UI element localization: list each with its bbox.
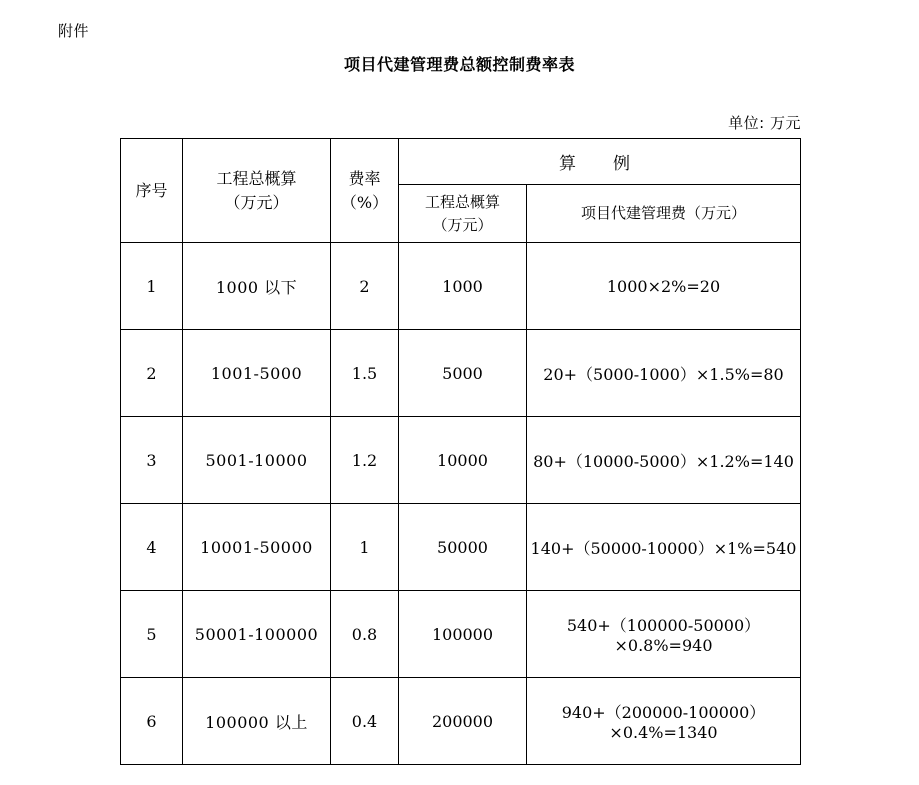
cell-no: 6	[121, 678, 183, 765]
table-row	[121, 504, 801, 591]
cell-example-budget: 50000	[399, 504, 527, 591]
cell-example-fee: 1000×2%=20	[527, 243, 801, 330]
cell-budget: 1000 以下	[183, 243, 331, 330]
header-example-budget-line2: （万元）	[432, 215, 493, 234]
header-rate-line1: 费率	[348, 168, 381, 188]
header-total-budget-line1: 工程总概算	[216, 168, 297, 188]
rate-table	[120, 138, 801, 765]
header-rate-line2: （%）	[340, 192, 389, 212]
cell-no: 5	[121, 591, 183, 678]
cell-example-budget: 10000	[399, 417, 527, 504]
table-row	[121, 417, 801, 504]
cell-no: 1	[121, 243, 183, 330]
table-row	[121, 591, 801, 678]
cell-budget: 5001-10000	[183, 417, 331, 504]
attachment-label: 附件	[58, 22, 90, 40]
cell-example-budget: 100000	[399, 591, 527, 678]
cell-example-fee: 20+（5000-1000）×1.5%=80	[527, 330, 801, 417]
cell-rate: 0.4	[331, 678, 399, 765]
table-header-row-1	[121, 139, 801, 185]
cell-example-budget: 1000	[399, 243, 527, 330]
table-row	[121, 330, 801, 417]
cell-example-fee: 940+（200000-100000）×0.4%=1340	[527, 678, 801, 765]
cell-example-fee: 540+（100000-50000）×0.8%=940	[527, 591, 801, 678]
table-row	[121, 243, 801, 330]
cell-example-fee: 80+（10000-5000）×1.2%=140	[527, 417, 801, 504]
page-title: 项目代建管理费总额控制费率表	[343, 55, 575, 74]
cell-rate: 1.2	[331, 417, 399, 504]
header-example-group: 算 例	[399, 139, 801, 185]
table-body	[121, 243, 801, 765]
cell-budget: 50001-100000	[183, 591, 331, 678]
cell-no: 3	[121, 417, 183, 504]
cell-no: 2	[121, 330, 183, 417]
header-rate	[331, 139, 399, 243]
header-example-budget	[399, 185, 527, 243]
table-header	[121, 139, 801, 243]
cell-budget: 10001-50000	[183, 504, 331, 591]
cell-budget: 1001-5000	[183, 330, 331, 417]
header-example-budget-line1: 工程总概算	[424, 193, 500, 211]
header-total-budget-line2: （万元）	[224, 192, 289, 212]
header-total-budget	[183, 139, 331, 243]
cell-budget: 100000 以上	[183, 678, 331, 765]
cell-no: 4	[121, 504, 183, 591]
cell-example-fee: 140+（50000-10000）×1%=540	[527, 504, 801, 591]
cell-rate: 1.5	[331, 330, 399, 417]
header-example-fee: 项目代建管理费（万元）	[527, 185, 801, 243]
cell-rate: 0.8	[331, 591, 399, 678]
cell-rate: 2	[331, 243, 399, 330]
cell-example-budget: 5000	[399, 330, 527, 417]
header-no: 序号	[121, 139, 183, 243]
cell-example-budget: 200000	[399, 678, 527, 765]
unit-note: 单位: 万元	[728, 114, 801, 132]
cell-rate: 1	[331, 504, 399, 591]
table-row	[121, 678, 801, 765]
